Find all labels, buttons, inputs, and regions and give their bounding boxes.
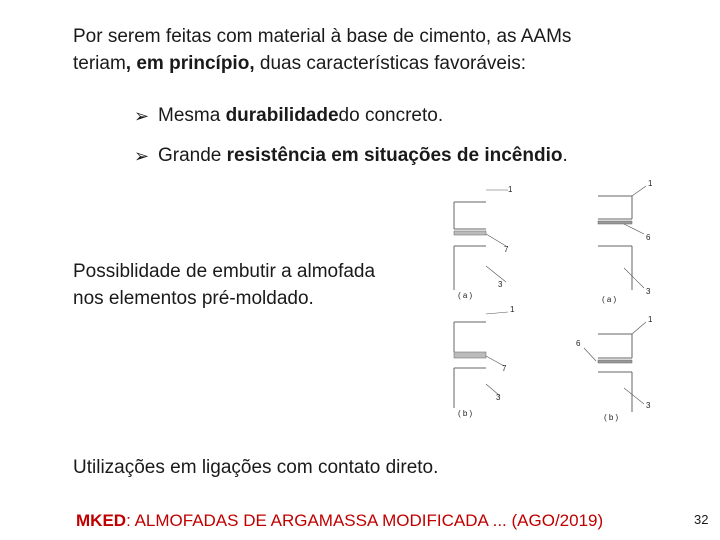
bullet-pre: Mesma (158, 105, 221, 126)
label-3: 3 (646, 401, 651, 410)
bullet-bold: resistência em situações de incêndio (226, 145, 563, 166)
footer (76, 509, 603, 533)
bullet-pre: Grande (158, 145, 222, 166)
label-3: 3 (646, 287, 651, 296)
diagram-bottom-left (454, 305, 515, 418)
bullet-bold: durabilidade (225, 105, 339, 126)
footer-title: : ALMOFADAS DE ARGAMASSA MODIFICADA ... (AGO/2019) (126, 511, 604, 530)
diagram-bottom-right (576, 315, 653, 422)
arrow-bullet-icon: ➢ (134, 146, 150, 166)
label-1: 1 (508, 185, 513, 194)
label-6: 6 (576, 339, 581, 348)
label-3: 3 (498, 280, 503, 289)
connection-diagram (428, 172, 668, 434)
caption-b: ( b ) (458, 409, 473, 418)
embed-line2: nos elementos pré-moldado. (73, 288, 314, 309)
label-1: 1 (510, 305, 515, 314)
arrow-bullet-icon: ➢ (134, 106, 150, 126)
intro-line1: Por serem feitas com material à base de cimento, as AAMs (73, 26, 572, 47)
bullet-post: . (562, 145, 568, 166)
label-1: 1 (648, 179, 653, 188)
label-6: 6 (646, 233, 651, 242)
embed-line1: Possiblidade de embutir a almofada (73, 261, 376, 282)
embed-paragraph (73, 258, 433, 312)
intro-emphasis: , em princípio, (125, 53, 255, 74)
label-7: 7 (504, 245, 509, 254)
usage-text: Utilizações em ligações com contato direto. (73, 457, 439, 478)
bullet-durability (134, 103, 443, 129)
caption-a: ( a ) (602, 295, 617, 304)
diagram-top-left (454, 185, 513, 300)
caption-a: ( a ) (458, 291, 473, 300)
diagram-top-right (598, 179, 653, 304)
intro-paragraph (73, 23, 673, 77)
intro-line2-start: teriam (73, 53, 126, 74)
intro-line2-end: duas características favoráveis: (254, 53, 526, 74)
footer-brand: MKED (76, 511, 127, 530)
label-3: 3 (496, 393, 501, 402)
label-1: 1 (648, 315, 653, 324)
caption-b: ( b ) (604, 413, 619, 422)
page-number: 32 (694, 512, 709, 527)
bullet-post: do concreto. (338, 105, 444, 126)
label-7: 7 (502, 364, 507, 373)
bullet-fire-resistance (134, 143, 568, 169)
